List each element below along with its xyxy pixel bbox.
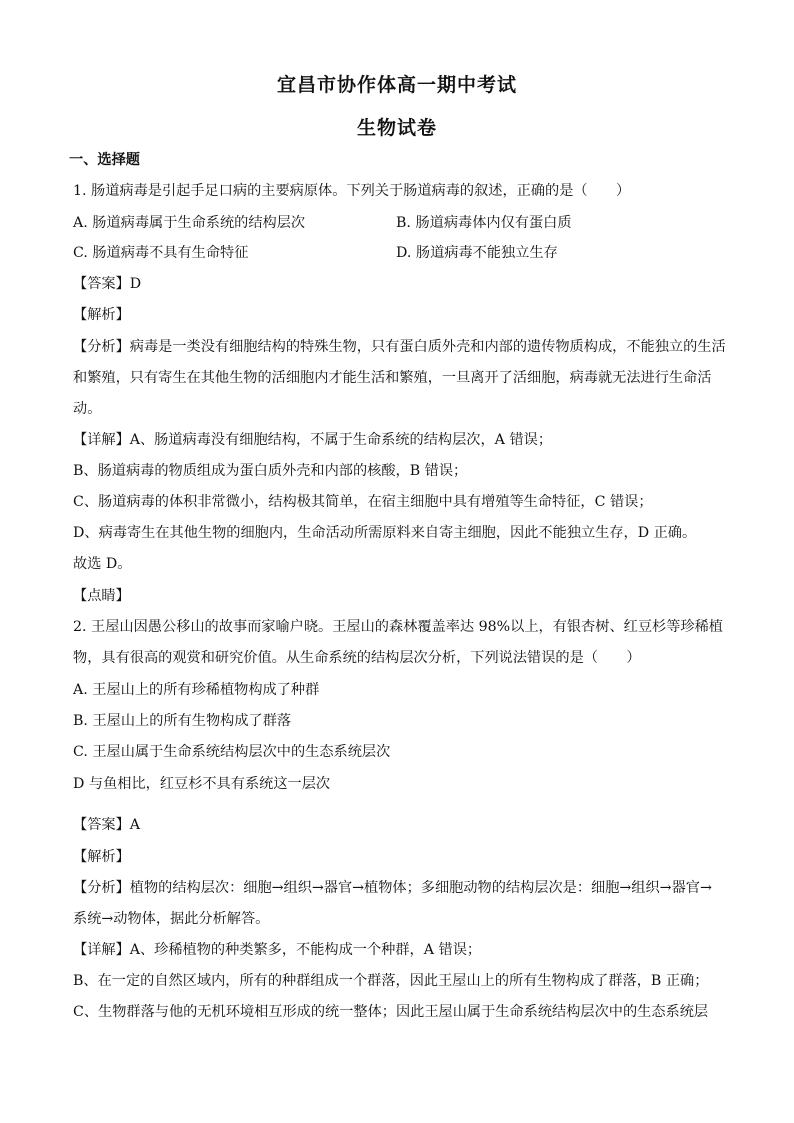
q1-analysis-label: 【解析】 [73, 307, 130, 323]
q2-stem-line: 2. 王屋山因愚公移山的故事而家喻户晓。王屋山的森林覆盖率达 98%以上，有银杏树、红豆杉等珍稀植 [73, 619, 723, 635]
q2-stem-line: 物，具有很高的观赏和研究价值。从生命系统的结构层次分析，下列说法错误的是（ ） [73, 650, 641, 666]
q2-analysis-line: 【分析】植物的结构层次：细胞→组织→器官→植物体；多细胞动物的结构层次是：细胞→组织→器官→ [73, 880, 712, 896]
q1-answer: 【答案】D [73, 276, 142, 292]
q1-option-b: B. 肠道病毒体内仅有蛋白质 [396, 215, 572, 231]
q2-option-b: B. 王屋山上的所有生物构成了群落 [73, 713, 292, 729]
q1-stem: 1. 肠道病毒是引起手足口病的主要病原体。下列关于肠道病毒的叙述，正确的是（ ） [73, 183, 631, 199]
q2-option-a: A. 王屋山上的所有珍稀植物构成了种群 [73, 682, 320, 698]
q1-detail-line: 故选 D。 [73, 556, 132, 572]
q1-analysis-line: 和繁殖，只有寄生在其他生物的活细胞内才能生活和繁殖，一旦离开了活细胞，病毒就无法进行生命活 [73, 370, 712, 386]
q2-analysis-line: 系统→动物体，据此分析解答。 [73, 911, 270, 927]
exam-subtitle: 生物试卷 [356, 117, 437, 139]
q2-analysis-label: 【解析】 [73, 849, 130, 865]
q1-analysis-line: 【分析】病毒是一类没有细胞结构的特殊生物，只有蛋白质外壳和内部的遗传物质构成，不能独立的生活 [73, 339, 726, 355]
q1-option-c: C. 肠道病毒不具有生命特征 [73, 245, 249, 261]
q2-answer: 【答案】A [73, 817, 140, 833]
q2-detail-line: 【详解】A、珍稀植物的种类繁多，不能构成一个种群，A 错误； [73, 942, 482, 958]
q2-detail-line: B、在一定的自然区域内，所有的种群组成一个群落，因此王屋山上的所有生物构成了群落，B 正确； [73, 973, 709, 989]
q2-option-d: D 与鱼相比，红豆杉不具有系统这一层次 [73, 776, 331, 792]
section-heading: 一、选择题 [69, 152, 140, 168]
q2-option-c: C. 王屋山属于生命系统结构层次中的生态系统层次 [73, 744, 391, 760]
q1-detail-line: D、病毒寄生在其他生物的细胞内，生命活动所需原料来自寄主细胞，因此不能独立生存，D 正确。 [73, 525, 697, 541]
q1-analysis-line: 动。 [73, 401, 102, 417]
q1-detail-line: B、肠道病毒的物质组成为蛋白质外壳和内部的核酸，B 错误； [73, 463, 468, 479]
q1-detail-line: C、肠道病毒的体积非常微小，结构极其简单，在宿主细胞中具有增殖等生命特征，C 错误； [73, 494, 653, 510]
q1-option-a: A. 肠道病毒属于生命系统的结构层次 [73, 215, 306, 231]
exam-title: 宜昌市协作体高一期中考试 [276, 74, 517, 96]
q1-comment: 【点睛】 [73, 588, 130, 604]
q1-option-d: D. 肠道病毒不能独立生存 [396, 245, 558, 261]
q1-detail-line: 【详解】A、肠道病毒没有细胞结构，不属于生命系统的结构层次，A 错误； [73, 432, 553, 448]
q2-detail-line: C、生物群落与他的无机环境相互形成的统一整体；因此王屋山属于生命系统结构层次中的生态系统层 [73, 1004, 709, 1020]
